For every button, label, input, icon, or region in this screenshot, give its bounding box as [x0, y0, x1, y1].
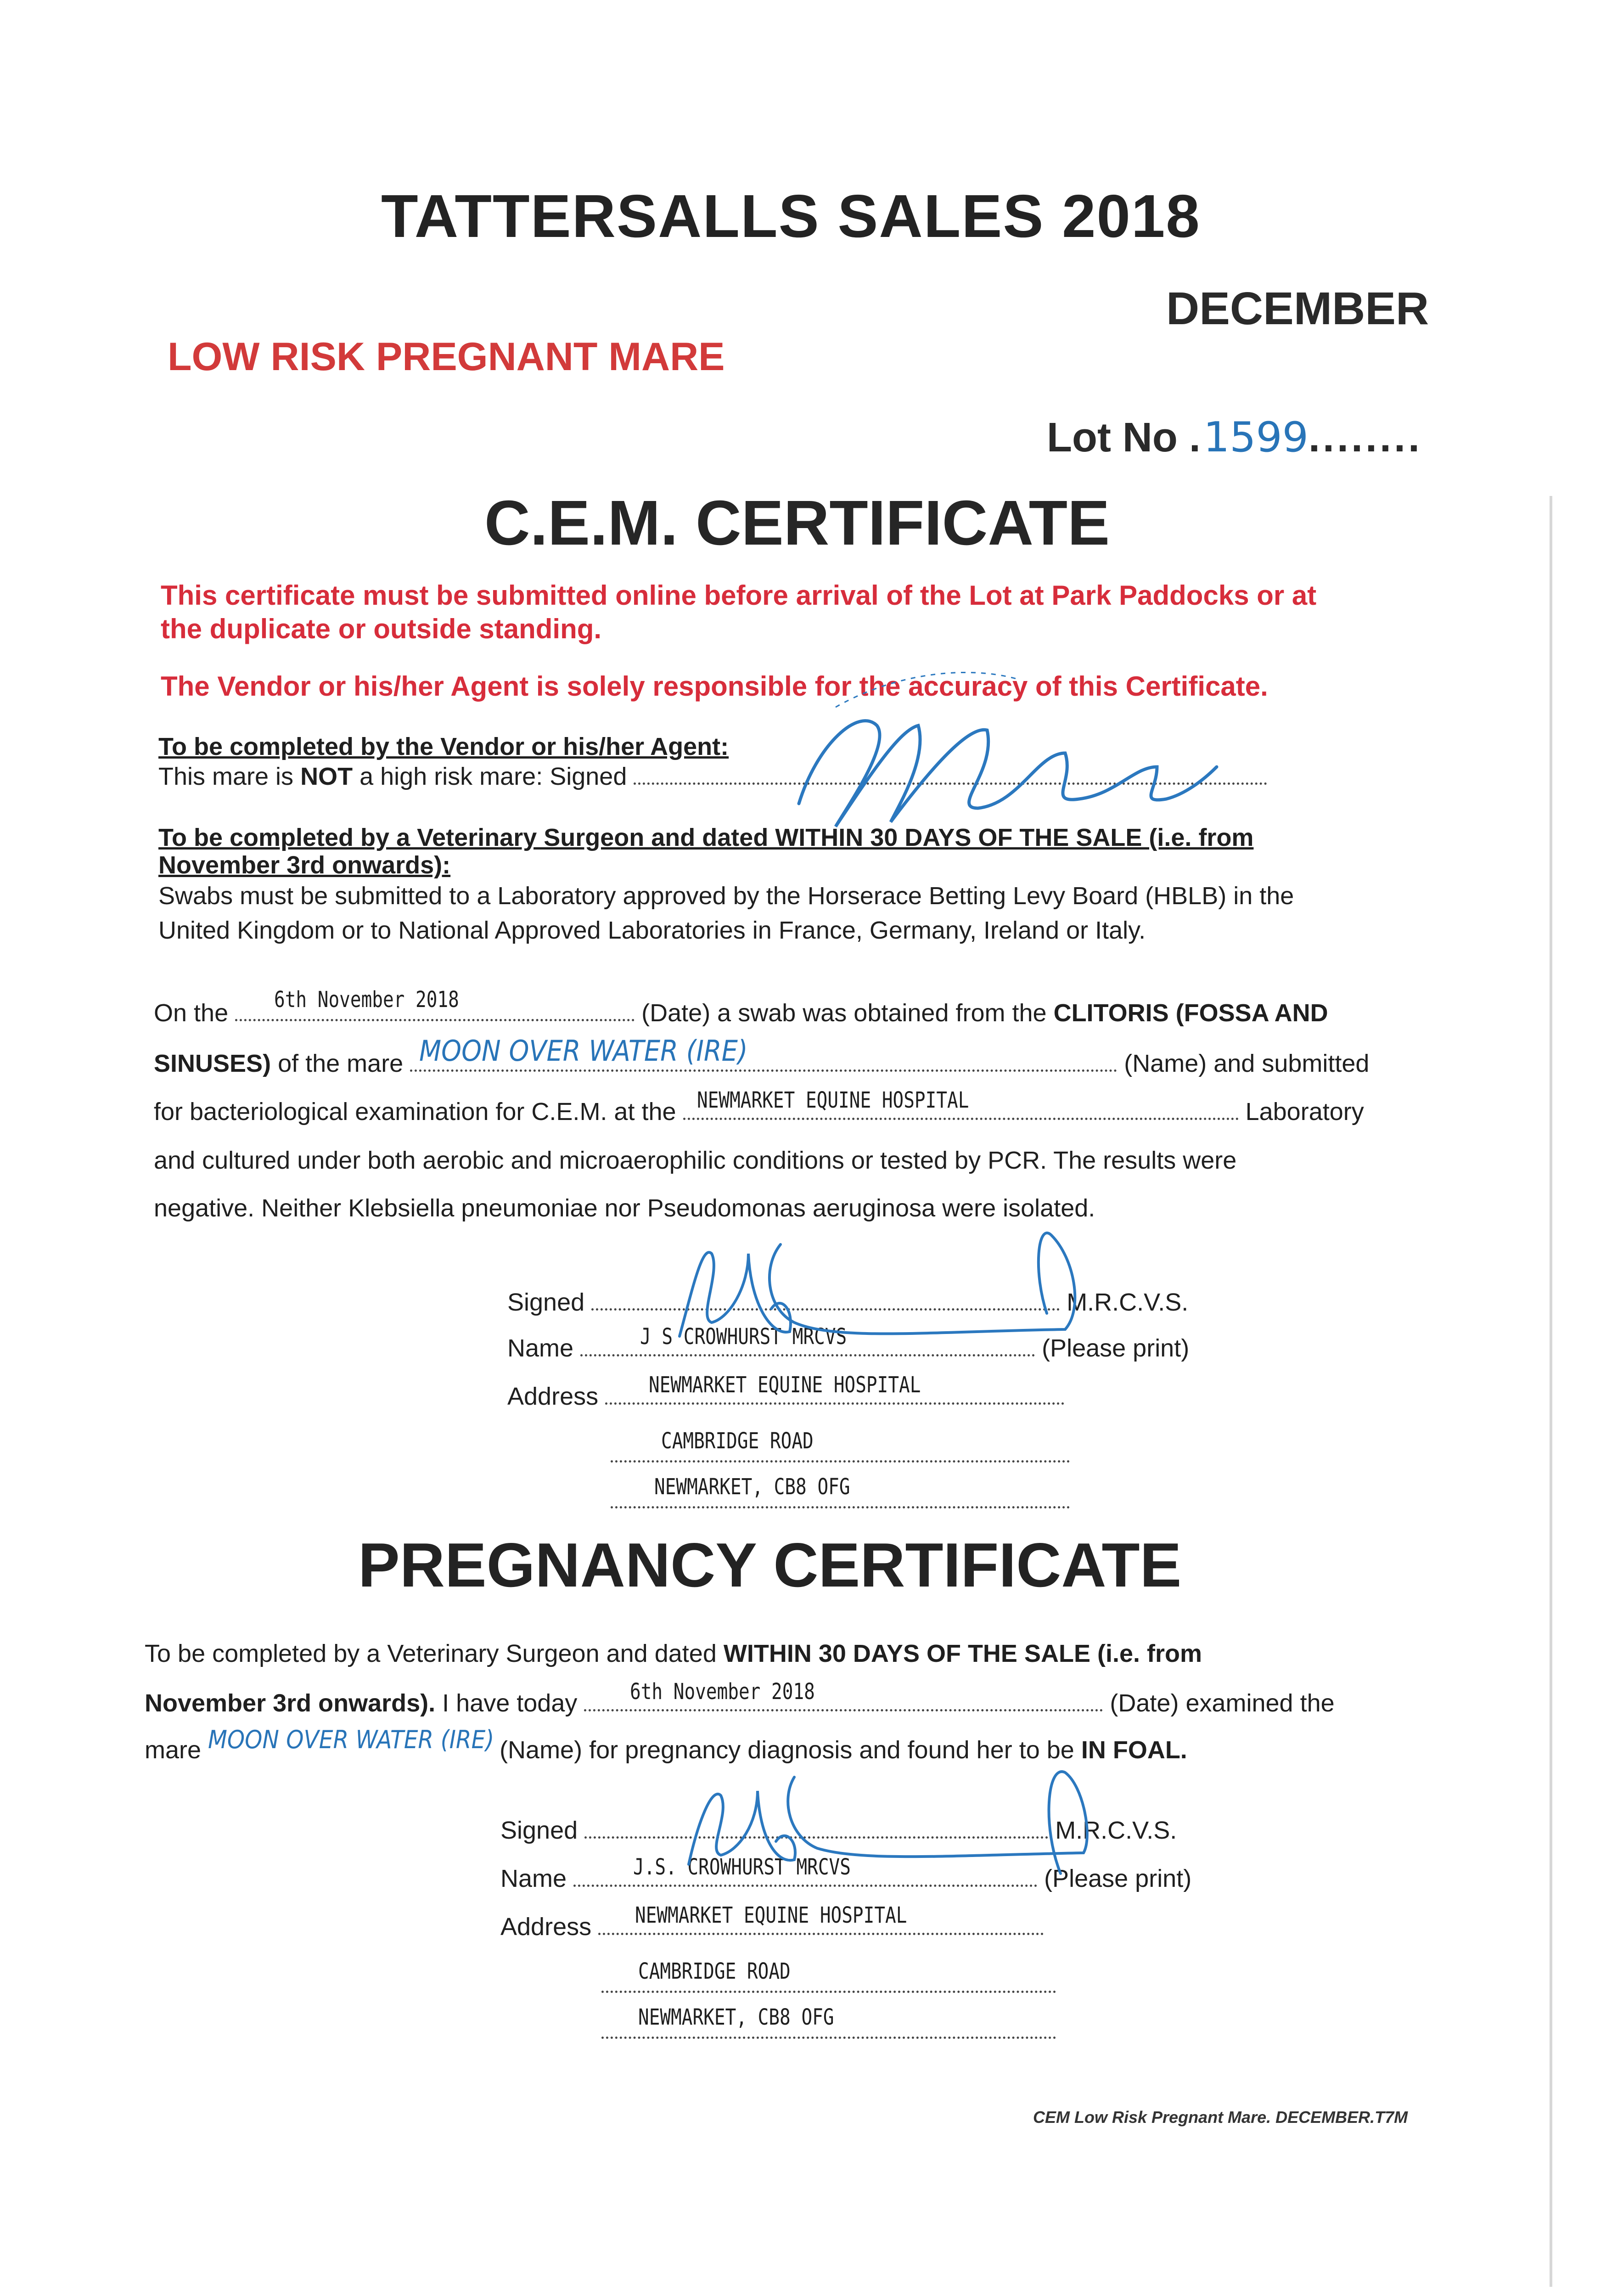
cem-name-row: Name J S CROWHURST MRCVS (Please print)	[507, 1324, 1190, 1362]
laboratory-value: NEWMARKET EQUINE HOSPITAL	[696, 1087, 969, 1113]
mare-name-row: SINUSES) of the mare MOON OVER WATER (IRE) (Name) and submitted	[154, 1034, 1370, 1077]
cem-signed-row: Signed M.R.C.V.S.	[507, 1289, 1189, 1316]
form-reference: CEM Low Risk Pregnant Mare. DECEMBER.T7M	[1033, 2108, 1408, 2127]
pregnancy-address-line2-field[interactable]	[601, 1945, 1056, 1995]
culture-statement: and cultured under both aerobic and microaerophilic conditions or tested by PCR. The results were	[154, 1147, 1237, 1174]
pregnancy-address-line3: NEWMARKET, CB8 OFG	[638, 2004, 834, 2030]
vendor-heading: To be completed by the Vendor or his/her Agent:	[158, 733, 729, 760]
pregnancy-name-row: Name J.S. CROWHURST MRCVS (Please print)	[500, 1854, 1192, 1892]
cem-address-line3-field[interactable]	[611, 1460, 1070, 1511]
responsibility-notice: The Vendor or his/her Agent is solely responsible for the accuracy of this Certificate.	[161, 671, 1268, 702]
cem-name-value: J S CROWHURST MRCVS	[640, 1324, 847, 1350]
document-title: TATTERSALLS SALES 2018	[381, 182, 1201, 250]
pregnancy-date-value: 6th November 2018	[630, 1679, 815, 1705]
mare-category: LOW RISK PREGNANT MARE	[168, 335, 725, 379]
swab-instructions-line1: Swabs must be submitted to a Laboratory approved by the Horserace Betting Levy Board (HBLB) in the	[158, 882, 1294, 910]
pregnancy-certificate-title: PREGNANCY CERTIFICATE	[358, 1530, 1182, 1600]
cem-address-row: Address NEWMARKET EQUINE HOSPITAL	[507, 1382, 1064, 1411]
pregnancy-result-row: mare MOON OVER WATER (IRE) (Name) for pregnancy diagnosis and found her to be IN FOAL.	[145, 1725, 1187, 1764]
pregnancy-date-row: November 3rd onwards). I have today 6th November 2018 (Date) examined the	[145, 1679, 1335, 1717]
pregnancy-address-row: Address NEWMARKET EQUINE HOSPITAL	[500, 1913, 1044, 1941]
cem-address-line2: CAMBRIDGE ROAD	[661, 1428, 814, 1454]
lot-number-row: Lot No .1599........	[1047, 413, 1423, 461]
cem-vet-signature	[643, 1217, 1102, 1355]
lot-label: Lot No	[1047, 415, 1178, 461]
page-edge-shadow	[1550, 496, 1552, 2287]
laboratory-row: for bacteriological examination for C.E.M. at the NEWMARKET EQUINE HOSPITAL Laboratory	[154, 1087, 1364, 1125]
swab-date-row: On the 6th November 2018 (Date) a swab was obtained from the CLITORIS (FOSSA AND	[154, 987, 1328, 1027]
vendor-declaration: This mare is NOT a high risk mare: Signed	[158, 762, 1267, 791]
pregnancy-mare-name-value: MOON OVER WATER (IRE)	[208, 1725, 494, 1754]
pregnancy-vet-signature	[680, 1759, 1129, 1878]
lot-number-handwritten: 1599	[1203, 413, 1309, 461]
cem-address-line2-field[interactable]	[611, 1414, 1070, 1465]
swab-date-value: 6th November 2018	[274, 987, 459, 1013]
cem-address-line1: NEWMARKET EQUINE HOSPITAL	[649, 1372, 921, 1398]
sale-month: DECEMBER	[1166, 283, 1429, 334]
cem-certificate-title: C.E.M. CERTIFICATE	[484, 488, 1110, 558]
pregnancy-address-line2: CAMBRIDGE ROAD	[638, 1958, 791, 1984]
cem-address-line3: NEWMARKET, CB8 OFG	[654, 1474, 850, 1500]
submit-notice-line2: the duplicate or outside standing.	[161, 613, 602, 644]
negative-result-statement: negative. Neither Klebsiella pneumoniae nor Pseudomonas aeruginosa were isolated.	[154, 1194, 1095, 1222]
pregnancy-name-value: J.S. CROWHURST MRCVS	[633, 1854, 851, 1880]
pregnancy-intro-line1: To be completed by a Veterinary Surgeon and dated WITHIN 30 DAYS OF THE SALE (i.e. from	[145, 1640, 1202, 1667]
laboratory-field[interactable]	[683, 1087, 1239, 1120]
vendor-signature	[781, 652, 1331, 845]
pregnancy-signed-row: Signed M.R.C.V.S.	[500, 1817, 1177, 1844]
pregnancy-date-field[interactable]	[584, 1679, 1103, 1711]
swab-instructions-line2: United Kingdom or to National Approved Laboratories in France, Germany, Ireland or Italy.	[158, 917, 1146, 944]
pregnancy-mare-name-field[interactable]	[208, 1725, 494, 1758]
submit-notice-line1: This certificate must be submitted online before arrival of the Lot at Park Paddocks or at	[161, 580, 1317, 611]
pregnancy-address-line3-field[interactable]	[601, 1991, 1056, 2041]
vet-heading-line2: November 3rd onwards):	[158, 851, 451, 879]
mare-name-value: MOON OVER WATER (IRE)	[419, 1034, 748, 1068]
pregnancy-address-line1: NEWMARKET EQUINE HOSPITAL	[635, 1902, 907, 1928]
vet-heading-line1: To be completed by a Veterinary Surgeon and dated WITHIN 30 DAYS OF THE SALE (i.e. from	[158, 824, 1254, 851]
swab-date-field[interactable]	[235, 987, 635, 1021]
